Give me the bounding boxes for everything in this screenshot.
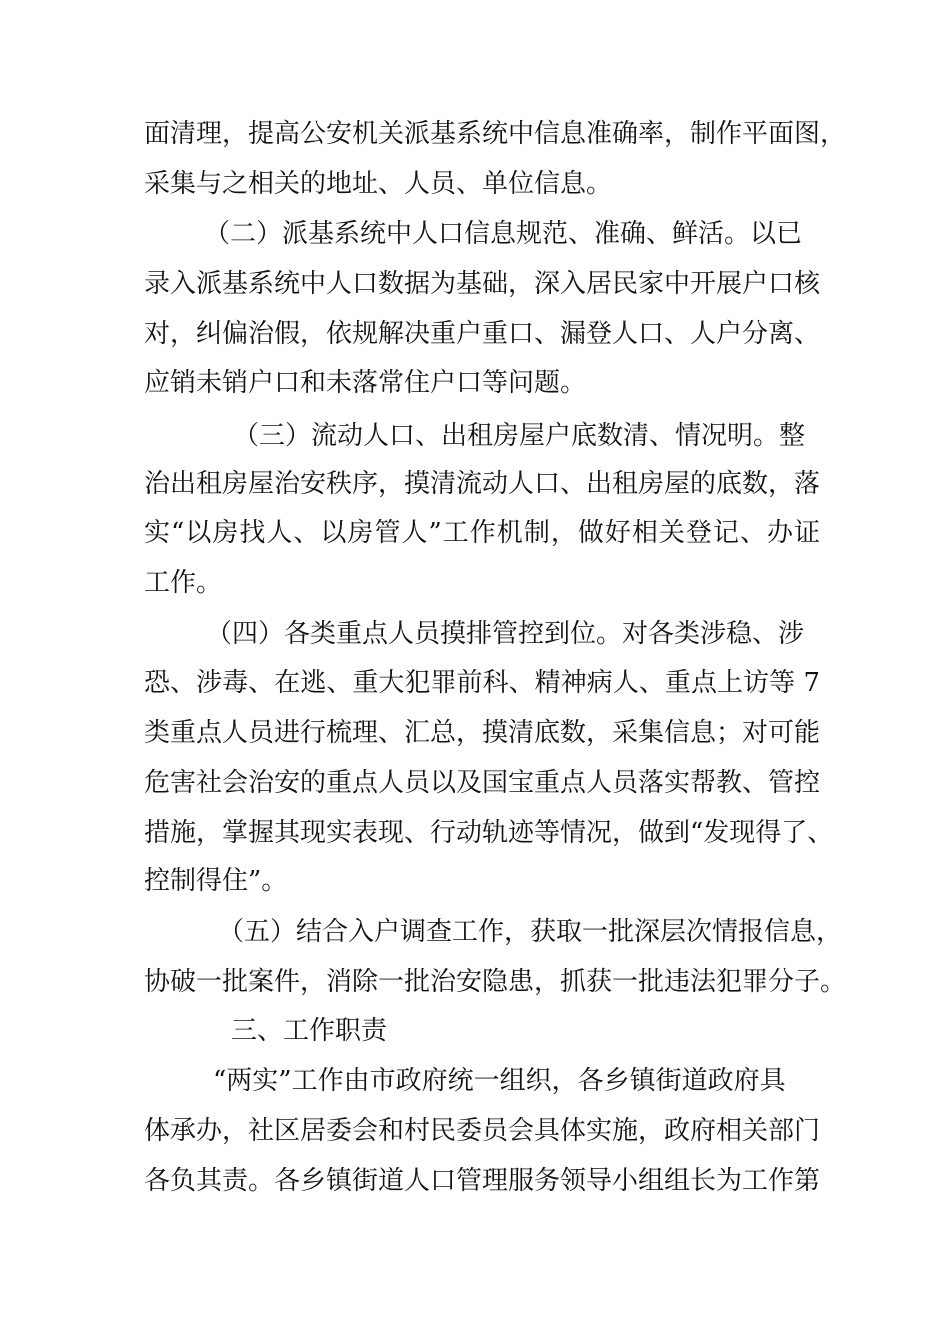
paragraph-line: 体承办，社区居委会和村民委员会具体实施，政府相关部门 (144, 1116, 821, 1146)
paragraph-line: 对，纠偏治假，依规解决重户重口、漏登人口、人户分离、 (144, 319, 821, 349)
section-heading: 三、工作职责 (231, 1016, 388, 1046)
paragraph-line: 协破一批案件，消除一批治安隐患，抓获一批违法犯罪分子。 (144, 967, 847, 997)
paragraph-line: 控制得住”。 (144, 866, 288, 896)
paragraph-line: 实“以房找人、以房管人”工作机制，做好相关登记、办证 (144, 518, 820, 548)
paragraph-line: 应销未销户口和未落常住户口等问题。 (144, 368, 587, 398)
paragraph-line-section-4: （四）各类重点人员摸排管控到位。对各类涉稳、涉 (206, 619, 805, 649)
paragraph-line: 措施，掌握其现实表现、行动轨迹等情况，做到“发现得了、 (144, 818, 834, 848)
paragraph-line: 工作。 (144, 568, 223, 598)
paragraph-line: 治出租房屋治安秩序，摸清流动人口、出租房屋的底数，落 (144, 469, 821, 499)
paragraph-line-section-5: （五）结合入户调查工作，获取一批深层次情报信息， (218, 917, 843, 947)
paragraph-line: 恐、涉毒、在逃、重大犯罪前科、精神病人、重点上访等 7 (144, 668, 820, 698)
paragraph-line-section-3: （三）流动人口、出租房屋户底数清、情况明。整 (233, 421, 806, 451)
paragraph-line-responsibilities: “两实”工作由市政府统一组织，各乡镇街道政府具 (213, 1066, 786, 1096)
paragraph-line: 录入派基系统中人口数据为基础，深入居民家中开展户口核 (144, 269, 821, 299)
paragraph-line: 各负其责。各乡镇街道人口管理服务领导小组组长为工作第 (144, 1166, 821, 1196)
paragraph-line: 危害社会治安的重点人员以及国宝重点人员落实帮教、管控 (144, 768, 821, 798)
paragraph-line: 面清理，提高公安机关派基系统中信息准确率，制作平面图， (144, 119, 847, 149)
paragraph-line: 类重点人员进行梳理、汇总，摸清底数，采集信息；对可能 (144, 718, 821, 748)
paragraph-line-section-2: （二）派基系统中人口信息规范、准确、鲜活。以已 (204, 219, 803, 249)
paragraph-line: 采集与之相关的地址、人员、单位信息。 (144, 169, 613, 199)
